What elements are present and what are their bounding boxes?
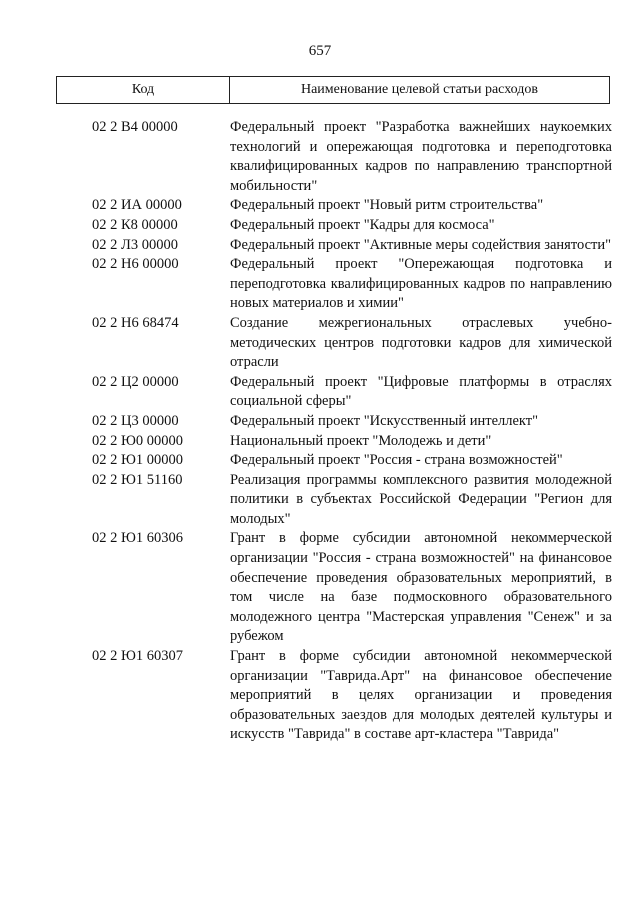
row-code: 02 2 Н6 00000	[92, 256, 179, 273]
row-code: 02 2 Л3 00000	[92, 236, 178, 253]
table-row	[0, 255, 640, 314]
table-row	[0, 196, 640, 216]
table-row	[0, 236, 640, 256]
expense-items-list	[0, 118, 640, 745]
column-header-code: Код	[57, 77, 230, 103]
row-code: 02 2 Н6 68474	[92, 314, 179, 331]
table-row	[0, 118, 640, 196]
row-code: 02 2 Ц2 00000	[92, 373, 179, 390]
row-code: 02 2 Ц3 00000	[92, 412, 179, 429]
row-name: Национальный проект "Молодежь и дети"	[230, 432, 492, 449]
table-row	[0, 314, 640, 373]
row-code: 02 2 ИА 00000	[92, 197, 182, 214]
table-row	[0, 529, 640, 647]
row-name: Федеральный проект "Россия - страна возможностей"	[230, 452, 563, 469]
row-code: 02 2 К8 00000	[92, 216, 178, 233]
row-name: Федеральный проект "Цифровые платформы в отраслях социальной сферы"	[230, 373, 612, 410]
table-header	[56, 76, 610, 104]
row-name: Федеральный проект "Искусственный интеллект"	[230, 412, 539, 429]
table-row	[0, 647, 640, 745]
table-row	[0, 451, 640, 471]
row-code: 02 2 Ю1 60307	[92, 648, 184, 665]
table-row	[0, 216, 640, 236]
row-name: Грант в форме субсидии автономной некоммерческой организации "Таврида.Арт" на финансовое обеспечение мероприятий в целях организации и проведения образовательных заездов для молодых деятелей культуры и искусств "Таврида" в составе арт-кластера "Таврида"	[230, 648, 612, 743]
row-code: 02 2 Ю0 00000	[92, 432, 184, 449]
row-name: Федеральный проект "Разработка важнейших наукоемких технологий и опережающая подготовка и переподготовка квалифицированных кадров по направлению транспортной мобильности"	[230, 119, 612, 194]
row-name: Федеральный проект "Опережающая подготовка и переподготовка квалифицированных кадров по направлению новых материалов и химии"	[230, 256, 612, 312]
row-name: Федеральный проект "Кадры для космоса"	[230, 216, 495, 233]
row-name: Реализация программы комплексного развития молодежной политики в субъектах Российской Федерации "Регион для молодых"	[230, 471, 612, 527]
column-header-name: Наименование целевой статьи расходов	[300, 82, 539, 97]
row-name: Создание межрегиональных отраслевых учебно-методических центров подготовки кадров для химической отрасли	[230, 314, 612, 371]
row-name: Федеральный проект "Активные меры содействия занятости"	[230, 236, 612, 253]
row-code: 02 2 Ю1 00000	[92, 452, 184, 469]
row-name: Грант в форме субсидии автономной некоммерческой организации "Россия - страна возможностей" на финансовое обеспечение проведения образовательных мероприятий, в том числе на базе подмосковного образовательного молодежного центра "Мастерская управления "Сенеж" и за рубежом	[230, 530, 612, 645]
table-row	[0, 471, 640, 530]
row-code: 02 2 Ю1 60306	[92, 530, 184, 547]
row-name: Федеральный проект "Новый ритм строительства"	[230, 197, 544, 214]
page-number: 657	[308, 43, 332, 59]
table-row	[0, 432, 640, 452]
table-row	[0, 373, 640, 412]
row-code: 02 2 Ю1 51160	[92, 471, 183, 488]
table-row	[0, 412, 640, 432]
row-code: 02 2 В4 00000	[92, 119, 178, 135]
